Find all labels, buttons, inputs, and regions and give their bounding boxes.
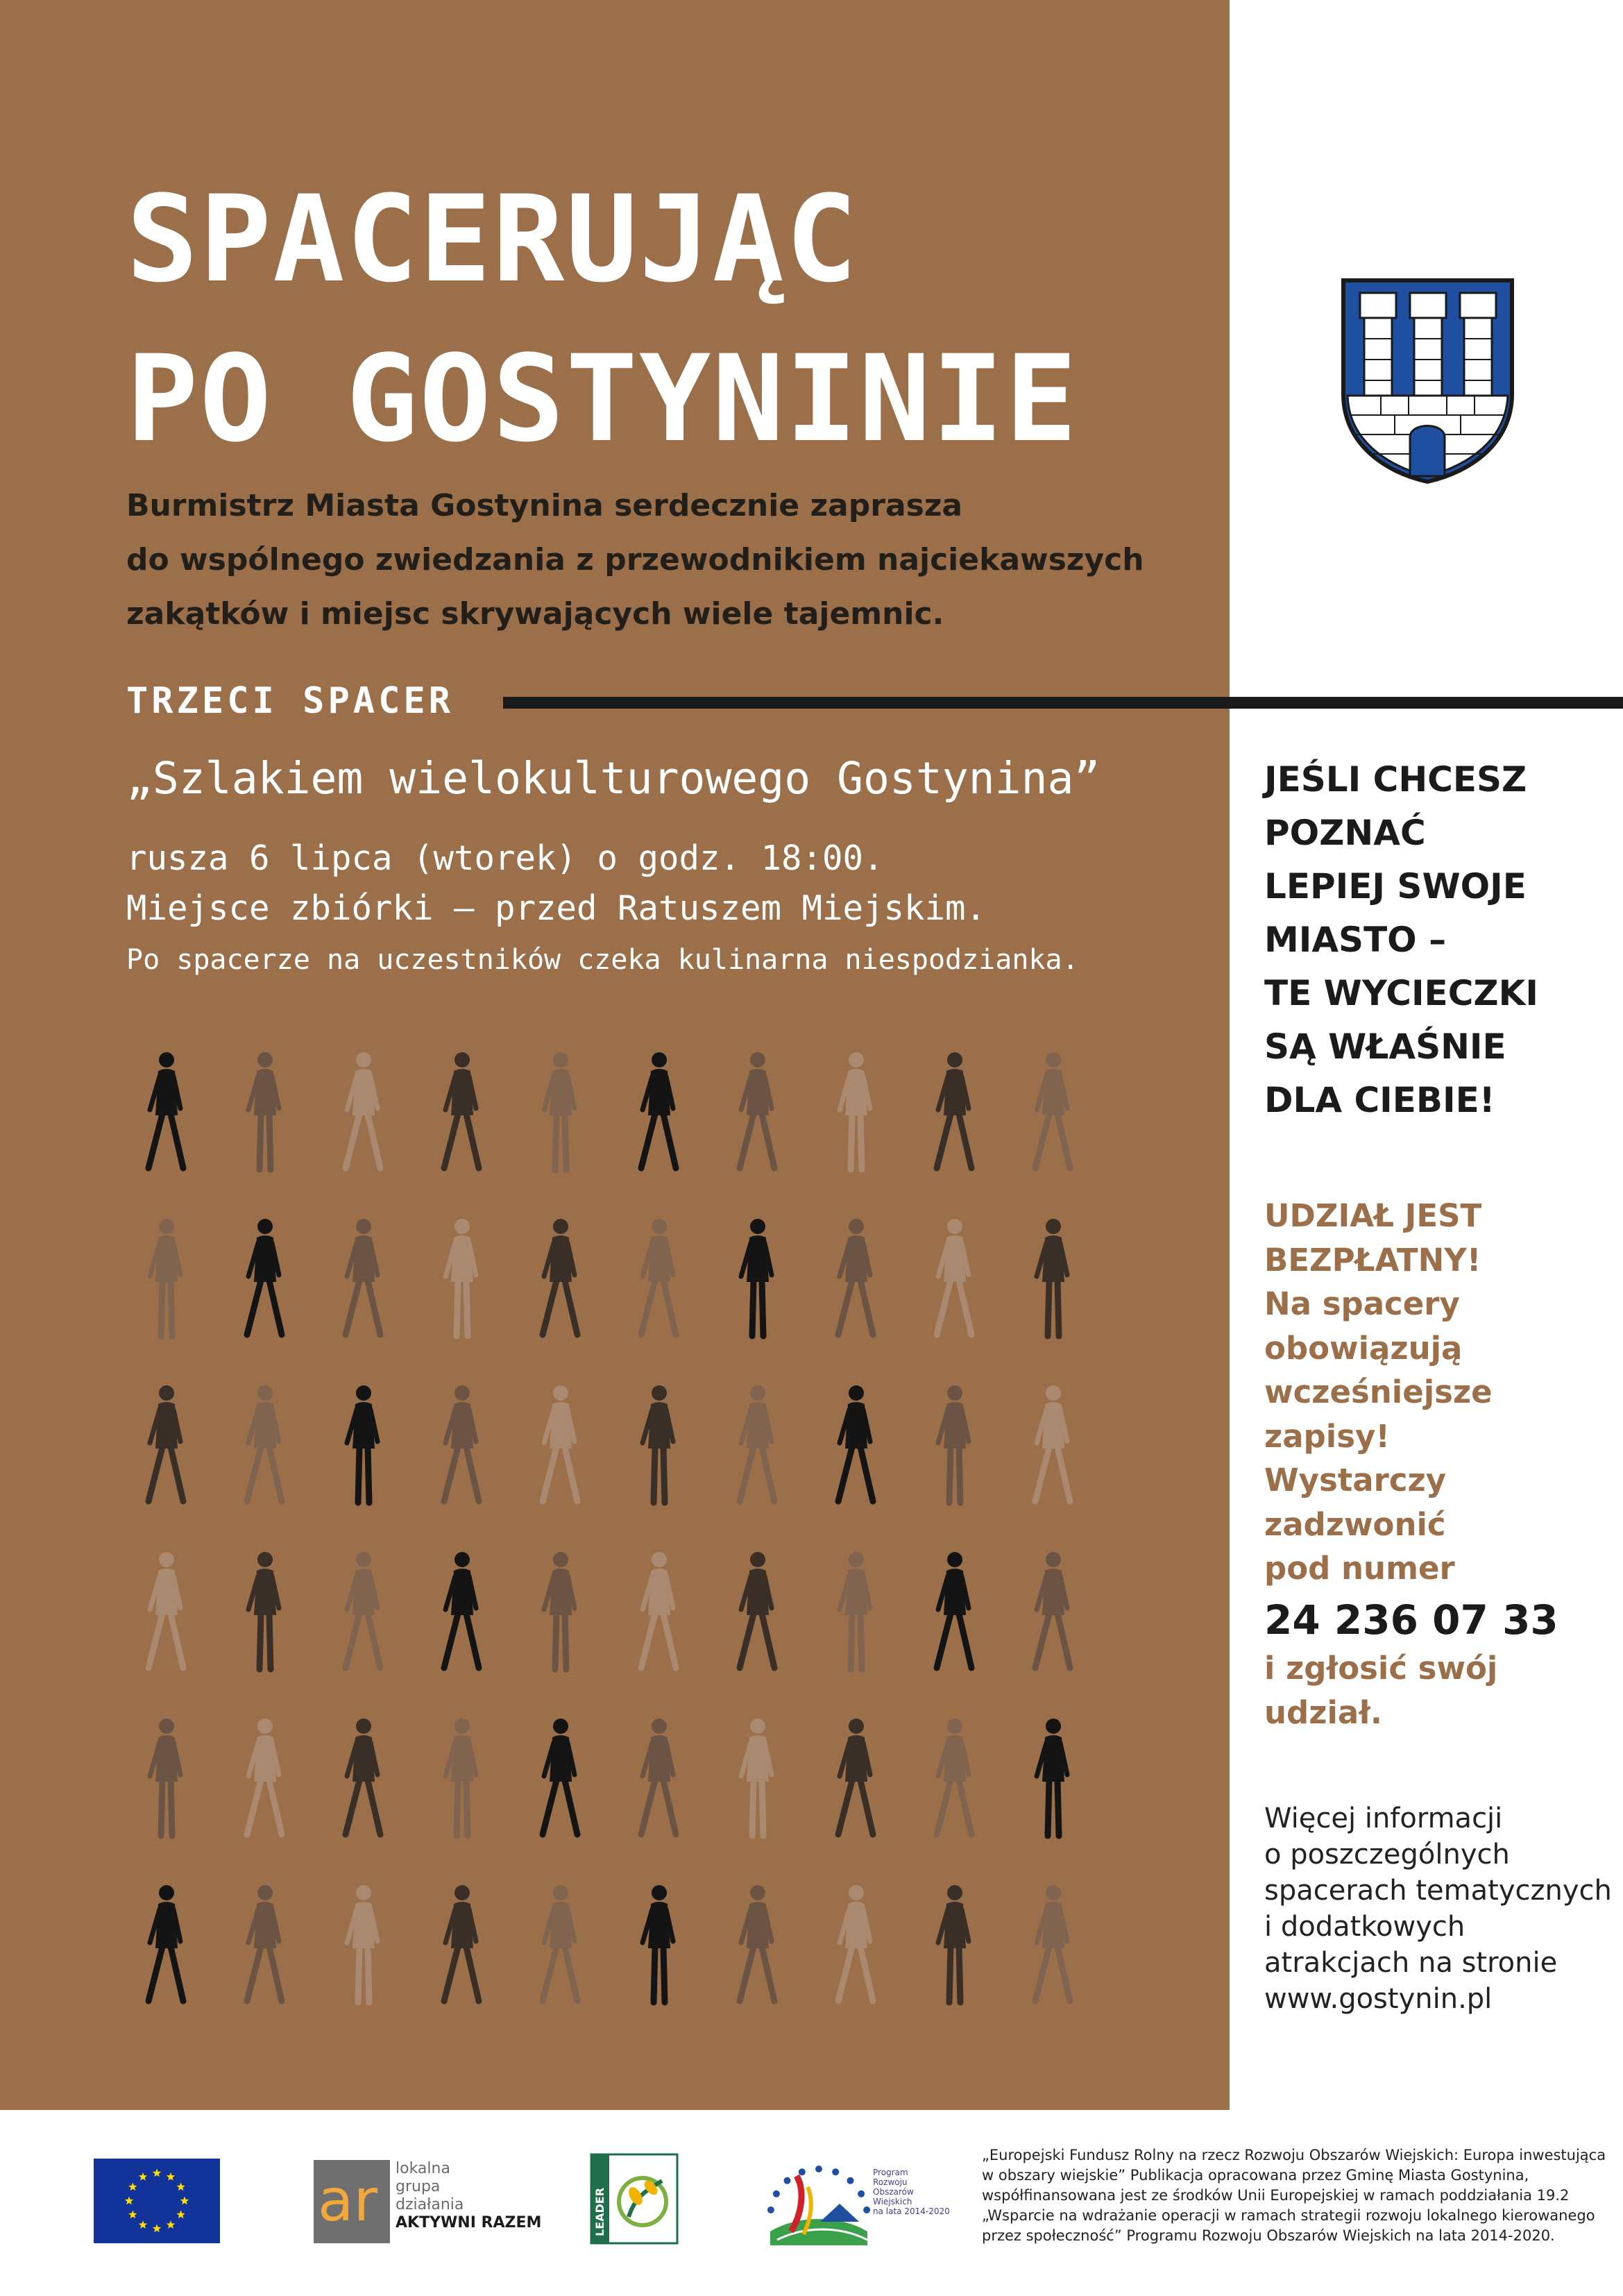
info-line: i zgłosić swój xyxy=(1264,1650,1498,1687)
walking-person-icon xyxy=(543,1385,577,1501)
walking-person-icon xyxy=(741,1719,772,1836)
walking-person-icon xyxy=(150,1219,180,1336)
prow-line: Wiejskich xyxy=(873,2197,912,2206)
lgd-logo-icon xyxy=(314,2160,390,2243)
walk-label: TRZECI SPACER xyxy=(126,680,454,722)
walk-surprise: Po spacerze na uczestników czeka kulinarna niespodzianka. xyxy=(126,944,1079,976)
walking-person-icon xyxy=(740,1385,774,1501)
walking-person-icon xyxy=(148,1052,183,1168)
walking-person-icon xyxy=(445,1719,476,1836)
walking-person-icon xyxy=(347,1385,377,1503)
headline-line: POZNAĆ xyxy=(1264,813,1426,853)
lgd-line: działania xyxy=(396,2196,464,2213)
prow-star-icon xyxy=(863,2206,870,2213)
walking-person-icon xyxy=(346,1219,380,1335)
leader-logo-text: LEADER xyxy=(593,2187,606,2236)
title-line-2: PO GOSTYNINIE xyxy=(126,329,1079,469)
walking-person-icon xyxy=(938,1885,969,2002)
eu-flag-icon xyxy=(94,2159,220,2243)
headline-line: JEŚLI CHCESZ xyxy=(1264,759,1527,800)
participation-info xyxy=(1264,1194,1597,1591)
info-line: wcześniejsze xyxy=(1264,1374,1493,1410)
walking-person-icon xyxy=(248,1552,279,1669)
walking-person-icon xyxy=(838,1885,873,2001)
prow-line: na lata 2014-2020 xyxy=(873,2206,950,2216)
walk-title: „Szlakiem wielokulturowego Gostynina” xyxy=(126,753,1101,804)
prow-star-icon xyxy=(832,2168,839,2175)
walking-person-icon xyxy=(248,1052,279,1170)
walking-person-icon xyxy=(937,1552,971,1668)
walking-person-icon xyxy=(840,1052,870,1170)
prow-star-icon xyxy=(773,2191,780,2197)
walking-person-icon xyxy=(247,1385,282,1501)
walking-person-icon xyxy=(347,1885,377,2002)
walking-person-icon xyxy=(838,1219,873,1335)
walking-person-icon xyxy=(643,1385,673,1503)
walking-person-icon xyxy=(150,1719,180,1836)
right-headline xyxy=(1264,753,1597,1127)
more-line: o poszczególnych xyxy=(1264,1839,1510,1871)
walking-person-icon xyxy=(1037,1719,1067,1836)
lgd-line: lokalna xyxy=(396,2160,450,2177)
prow-star-icon xyxy=(767,2206,774,2213)
info-line: BEZPŁATNY! xyxy=(1264,1241,1481,1278)
walking-person-icon xyxy=(444,1885,479,2001)
more-info xyxy=(1264,1800,1611,2017)
lgd-line: grupa xyxy=(396,2178,441,2195)
info-line: pod numer xyxy=(1264,1550,1455,1587)
walking-person-icon xyxy=(740,1885,774,2001)
divider-line xyxy=(503,697,1623,709)
walking-person-icon xyxy=(148,1385,183,1501)
walking-person-icon xyxy=(346,1552,380,1668)
prow-star-icon xyxy=(858,2191,865,2197)
walking-person-icon xyxy=(148,1885,183,2001)
more-line: spacerach tematycznych xyxy=(1264,1875,1612,1907)
walking-person-icon xyxy=(641,1719,676,1834)
walking-person-icon xyxy=(148,1552,183,1668)
prow-line: Program xyxy=(873,2168,908,2177)
website-link[interactable]: www.gostynin.pl xyxy=(1264,1983,1493,2015)
info-line: zapisy! xyxy=(1264,1417,1390,1455)
leader-logo-icon xyxy=(590,2153,679,2245)
lgd-logo xyxy=(314,2160,542,2243)
prow-logo-text xyxy=(873,2168,950,2216)
headline-line: MIASTO – xyxy=(1264,920,1447,960)
more-line: i dodatkowych xyxy=(1264,1911,1465,1943)
more-line: atrakcjach na stronie xyxy=(1264,1947,1558,1979)
participation-info-end xyxy=(1264,1646,1597,1734)
walking-person-icon xyxy=(445,1219,476,1336)
walking-person-icon xyxy=(741,1219,772,1336)
walk-meeting-point: Miejsce zbiórki – przed Ratuszem Miejskim. xyxy=(126,888,987,928)
walking-person-icon xyxy=(740,1052,774,1168)
walking-person-icon xyxy=(937,1052,971,1168)
disclaimer-line: przez społeczność” Programu Rozwoju Obszarów Wiejskich na lata 2014-2020. xyxy=(982,2227,1555,2244)
phone-number: 24 236 07 33 xyxy=(1264,1596,1558,1644)
walking-person-icon xyxy=(247,1219,282,1335)
walking-person-icon xyxy=(543,1885,577,2001)
walking-person-icon xyxy=(641,1219,676,1335)
walking-person-icon xyxy=(1035,1885,1070,2001)
intro-line-1: Burmistrz Miasta Gostynina serdecznie zaprasza xyxy=(126,488,963,523)
info-line: Wystarczy xyxy=(1264,1462,1447,1499)
lgd-name: AKTYWNI RAZEM xyxy=(396,2214,542,2231)
headline-line: TE WYCIECZKI xyxy=(1264,973,1538,1013)
walking-person-icon xyxy=(641,1552,676,1668)
walking-person-icon xyxy=(444,1552,479,1668)
walk-date: rusza 6 lipca (wtorek) o godz. 18:00. xyxy=(126,838,884,878)
disclaimer-line: „Wsparcie na wdrażanie operacji w ramach strategii rozwoju lokalnego kierowanego xyxy=(982,2207,1595,2224)
intro-line-2: do wspólnego zwiedzania z przewodnikiem najciekawszych xyxy=(126,542,1144,577)
walking-person-icon xyxy=(1035,1552,1070,1668)
walking-person-icon xyxy=(938,1385,969,1503)
walking-person-icon xyxy=(543,1219,577,1335)
walking-person-icon xyxy=(543,1719,577,1834)
walking-person-icon xyxy=(1037,1219,1067,1336)
coat-of-arms-icon xyxy=(1339,276,1516,484)
walking-person-icon xyxy=(740,1552,774,1668)
walking-person-icon xyxy=(444,1052,479,1168)
funding-disclaimer xyxy=(982,2145,1606,2246)
prow-line: Obszarów xyxy=(873,2187,914,2197)
lgd-logo-mark: ar xyxy=(318,2166,378,2234)
walking-person-icon xyxy=(346,1052,380,1168)
prow-star-icon xyxy=(784,2177,791,2184)
walking-person-icon xyxy=(838,1385,873,1501)
title-line-1: SPACERUJĄC xyxy=(126,169,859,309)
prow-star-icon xyxy=(799,2168,806,2175)
walking-person-icon xyxy=(840,1552,870,1669)
intro-text xyxy=(126,479,1209,641)
info-line: zadzwonić xyxy=(1264,1505,1446,1543)
headline-line: SĄ WŁAŚNIE xyxy=(1264,1027,1506,1067)
info-line: udział. xyxy=(1264,1694,1383,1731)
walking-person-icon xyxy=(346,1719,380,1834)
walking-person-icon xyxy=(1035,1385,1070,1501)
info-line: UDZIAŁ JEST xyxy=(1264,1197,1482,1234)
prow-line: Rozwoju xyxy=(873,2177,908,2187)
walking-person-icon xyxy=(544,1052,575,1170)
walking-person-icon xyxy=(1035,1052,1070,1168)
headline-line: DLA CIEBIE! xyxy=(1264,1080,1495,1120)
disclaimer-line: współfinansowana jest ze środków Unii Europejskiej w ramach poddziałania 19.2 xyxy=(982,2187,1570,2204)
intro-line-3: zakątków i miejsc skrywających wiele tajemnic. xyxy=(126,596,944,632)
walking-person-icon xyxy=(247,1719,282,1834)
info-line: obowiązują xyxy=(1264,1329,1463,1367)
more-line: Więcej informacji xyxy=(1264,1803,1503,1834)
lgd-logo-text xyxy=(396,2160,541,2232)
info-line: Na spacery xyxy=(1264,1285,1460,1322)
prow-star-icon xyxy=(815,2166,822,2172)
prow-star-icon xyxy=(847,2177,854,2184)
walking-person-icon xyxy=(444,1385,479,1501)
walking-people-illustration xyxy=(126,1041,1112,2054)
walking-person-icon xyxy=(937,1719,971,1834)
walking-person-icon xyxy=(643,1885,673,2002)
walking-person-icon xyxy=(937,1219,971,1335)
walking-person-icon xyxy=(544,1552,575,1669)
walking-person-icon xyxy=(247,1885,282,2001)
walking-person-icon xyxy=(838,1719,873,1834)
headline-line: LEPIEJ SWOJE xyxy=(1264,866,1527,906)
page-title xyxy=(126,160,1078,479)
disclaimer-line: w obszary wiejskie” Publikacja opracowana przez Gminę Miasta Gostynina, xyxy=(982,2167,1529,2184)
disclaimer-line: „Europejski Fundusz Rolny na rzecz Rozwoju Obszarów Wiejskich: Europa inwestująca xyxy=(982,2147,1606,2163)
walking-person-icon xyxy=(641,1052,676,1168)
